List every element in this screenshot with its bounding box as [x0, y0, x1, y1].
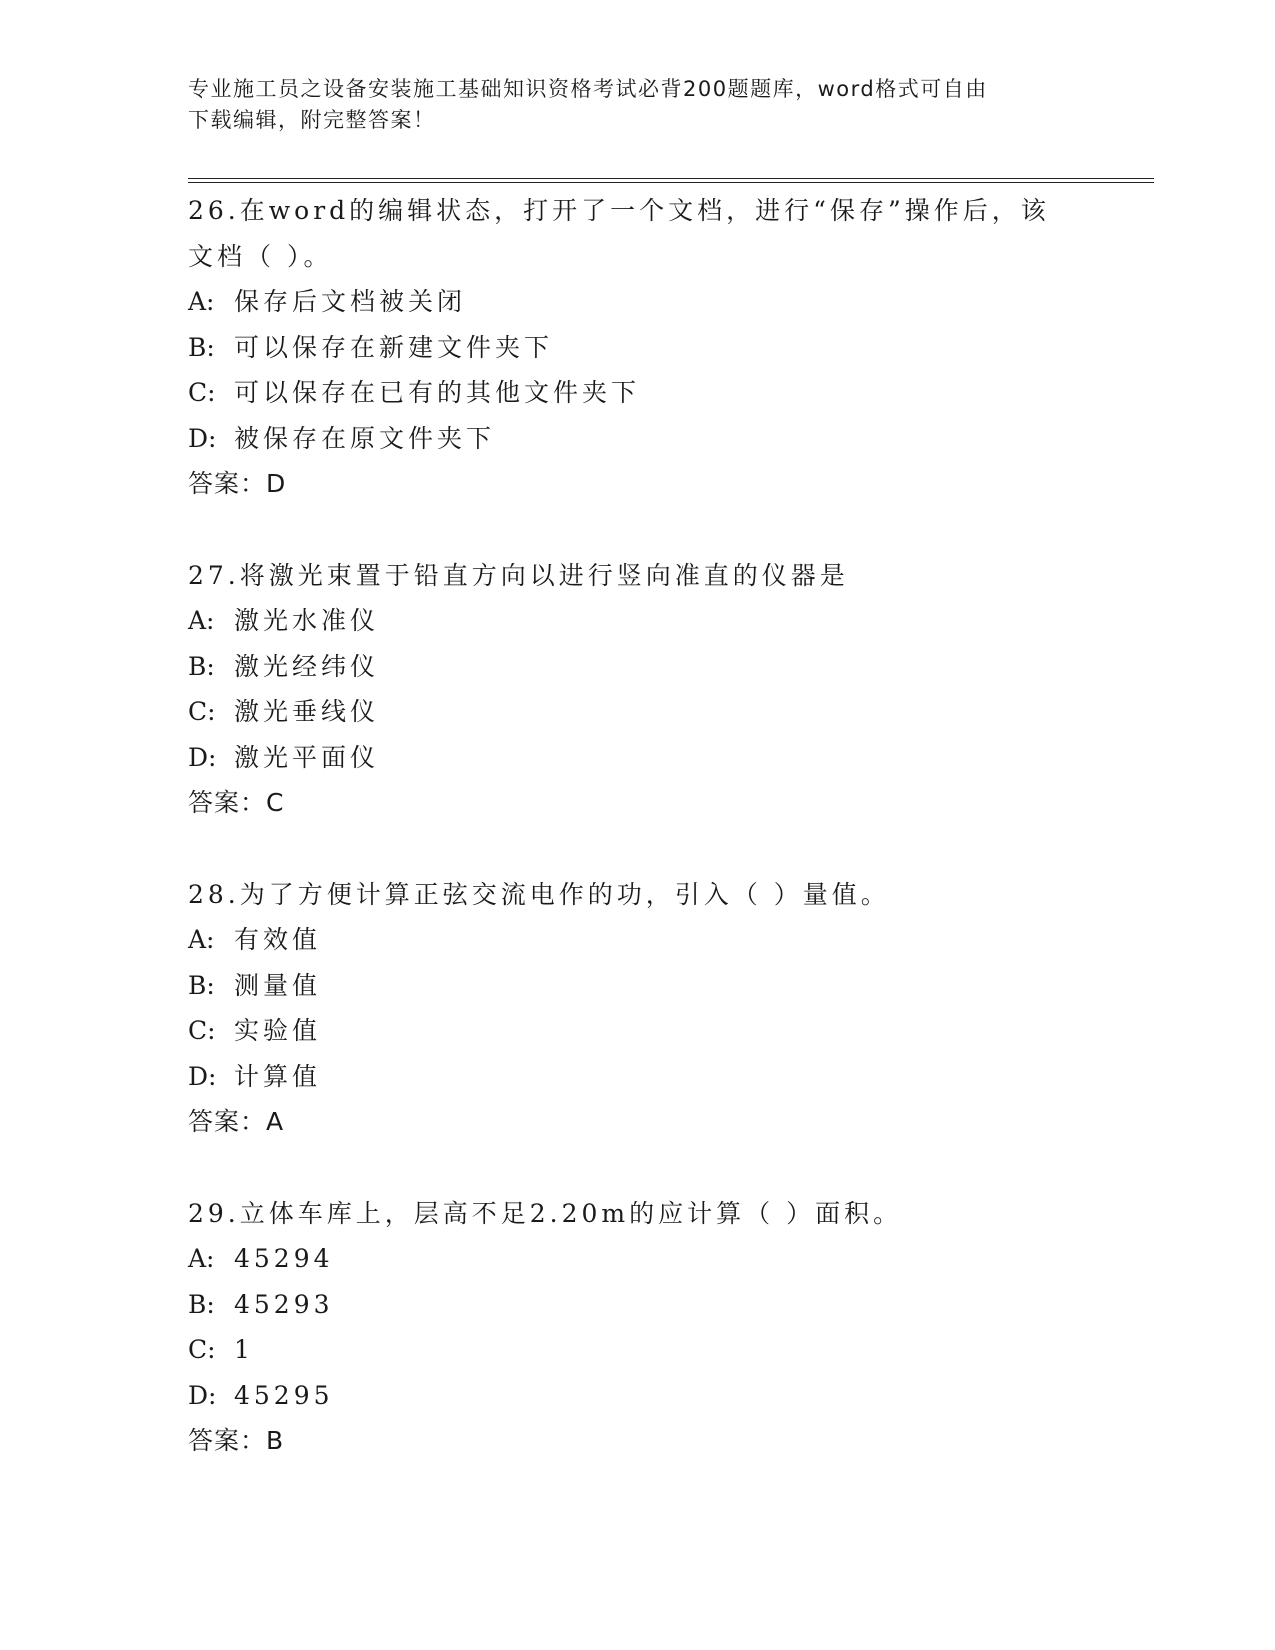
question-26	[188, 188, 1088, 507]
answer-line: 答案：B	[188, 1426, 285, 1455]
question-28	[188, 872, 1088, 1145]
option-text: 激光平面仪	[234, 742, 380, 772]
option-letter: D:	[188, 1380, 217, 1410]
option-d	[188, 735, 1088, 781]
question-29	[188, 1191, 1088, 1464]
option-a	[188, 917, 1088, 963]
header-line-2: 下载编辑，附完整答案！	[188, 108, 436, 132]
option-b	[188, 963, 1088, 1009]
answer-line: 答案：C	[188, 788, 285, 817]
option-letter: D:	[188, 1061, 217, 1091]
option-a	[188, 598, 1088, 644]
header-divider	[188, 178, 1154, 183]
question-stem-continued: 文档（ ）。	[188, 241, 333, 271]
option-letter: D:	[188, 423, 217, 453]
option-a	[188, 279, 1088, 325]
option-text: 有效值	[234, 925, 322, 954]
option-text: 实验值	[234, 1016, 322, 1045]
option-text: 被保存在原文件夹下	[234, 423, 496, 453]
option-d	[188, 1054, 1088, 1100]
option-c	[188, 1327, 1088, 1373]
option-text: 激光经纬仪	[234, 651, 380, 681]
option-letter: A:	[188, 606, 215, 635]
option-text: 1	[234, 1335, 254, 1364]
option-text: 测量值	[234, 970, 322, 1000]
option-c	[188, 689, 1088, 735]
question-list	[188, 188, 1088, 1510]
option-letter: B:	[188, 651, 215, 681]
option-letter: C:	[188, 1335, 216, 1364]
question-stem: 27.将激光束置于铅直方向以进行竖向准直的仪器是	[188, 560, 849, 590]
option-c	[188, 370, 1088, 416]
option-letter: A:	[188, 1244, 215, 1273]
option-d	[188, 416, 1088, 462]
option-letter: B:	[188, 970, 215, 1000]
option-text: 45295	[234, 1380, 334, 1410]
option-a	[188, 1236, 1088, 1282]
question-stem: 28.为了方便计算正弦交流电作的功，引入（ ）量值。	[188, 879, 890, 909]
option-letter: B:	[188, 1289, 215, 1319]
option-letter: C:	[188, 1016, 216, 1045]
option-c	[188, 1008, 1088, 1054]
option-letter: D:	[188, 742, 217, 772]
option-text: 45293	[234, 1289, 334, 1319]
option-text: 激光垂线仪	[234, 697, 380, 726]
question-27	[188, 553, 1088, 826]
question-stem: 26.在word的编辑状态，打开了一个文档，进行“保存”操作后，该	[188, 196, 1050, 225]
option-text: 可以保存在已有的其他文件夹下	[234, 378, 641, 407]
answer-line: 答案：D	[188, 469, 287, 498]
option-letter: B:	[188, 332, 215, 362]
option-text: 可以保存在新建文件夹下	[234, 332, 554, 362]
option-b	[188, 644, 1088, 690]
option-text: 保存后文档被关闭	[234, 287, 467, 316]
option-letter: A:	[188, 287, 215, 316]
option-b	[188, 1282, 1088, 1328]
question-stem: 29.立体车库上，层高不足2.20m的应计算（ ）面积。	[188, 1198, 903, 1228]
answer-line: 答案：A	[188, 1107, 285, 1136]
document-header	[188, 74, 1068, 136]
option-text: 激光水准仪	[234, 606, 380, 635]
option-letter: A:	[188, 925, 215, 954]
option-letter: C:	[188, 378, 216, 407]
option-text: 45294	[234, 1244, 334, 1273]
option-text: 计算值	[234, 1061, 322, 1091]
option-letter: C:	[188, 697, 216, 726]
option-d	[188, 1373, 1088, 1419]
header-line-1: 专业施工员之设备安装施工基础知识资格考试必背200题题库，word格式可自由	[188, 77, 988, 101]
option-b	[188, 325, 1088, 371]
